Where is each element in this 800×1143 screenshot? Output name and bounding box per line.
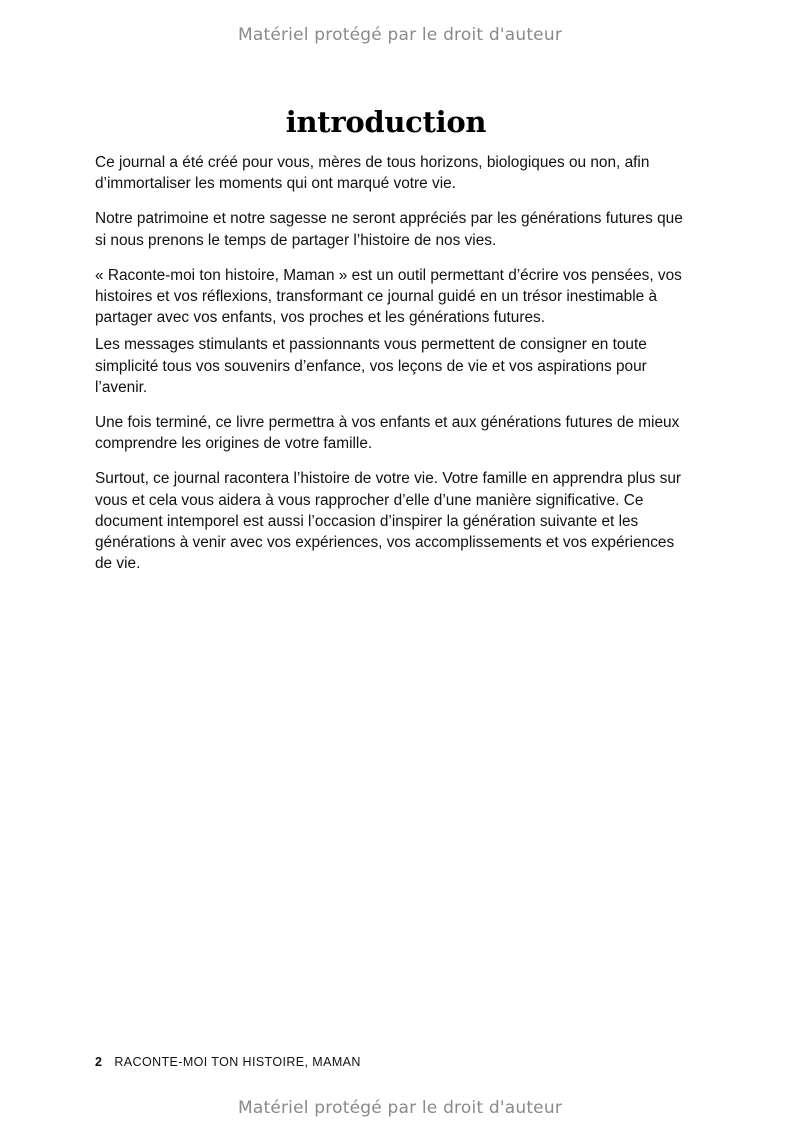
page-title: introduction [285,105,487,140]
paragraph-2: Notre patrimoine et notre sagesse ne seront appréciés par les générations futures que si nous prenons le temps de partager l’histoire de nos vies. [95,210,683,249]
copyright-watermark-top: Matériel protégé par le droit d'auteur [237,25,563,45]
page-number: 2 [95,1055,103,1069]
paragraph-5: Une fois terminé, ce livre permettra à vos enfants et aux générations futures de mieux comprendre les origines de votre famille. [95,414,680,453]
paragraph-3: « Raconte-moi ton histoire, Maman » est un outil permettant d’écrire vos pensées, vos histoires et vos réflexions, transformant ce journal guidé en un trésor inestimable à partager avec vos enfants, vos proches et les générations futures. [95,266,682,327]
paragraph-4: Les messages stimulants et passionnants vous permettent de consigner en toute simplicité tous vos souvenirs d’enfance, vos leçons de vie et vos aspirations pour l’avenir. [95,336,647,396]
copyright-watermark-bottom: Matériel protégé par le droit d'auteur [237,1098,563,1118]
page-footer [95,1055,361,1069]
paragraph-6: Surtout, ce journal racontera l’histoire de votre vie. Votre famille en apprendra plus sur vous et cela vous aidera à vous rapprocher d’elle d’une manière significative. Ce document intemporel est aussi l’occasion d’inspirer la génération suivante et les générations à venir avec vos expériences, vos accomplissements et vos expériences de vie. [95,470,682,573]
running-title: RACONTE-MOI TON HISTOIRE, MAMAN [114,1055,361,1069]
paragraph-1: Ce journal a été créé pour vous, mères de tous horizons, biologiques ou non, afin d’immortaliser les moments qui ont marqué votre vie. [95,154,650,193]
body-text [95,152,683,588]
